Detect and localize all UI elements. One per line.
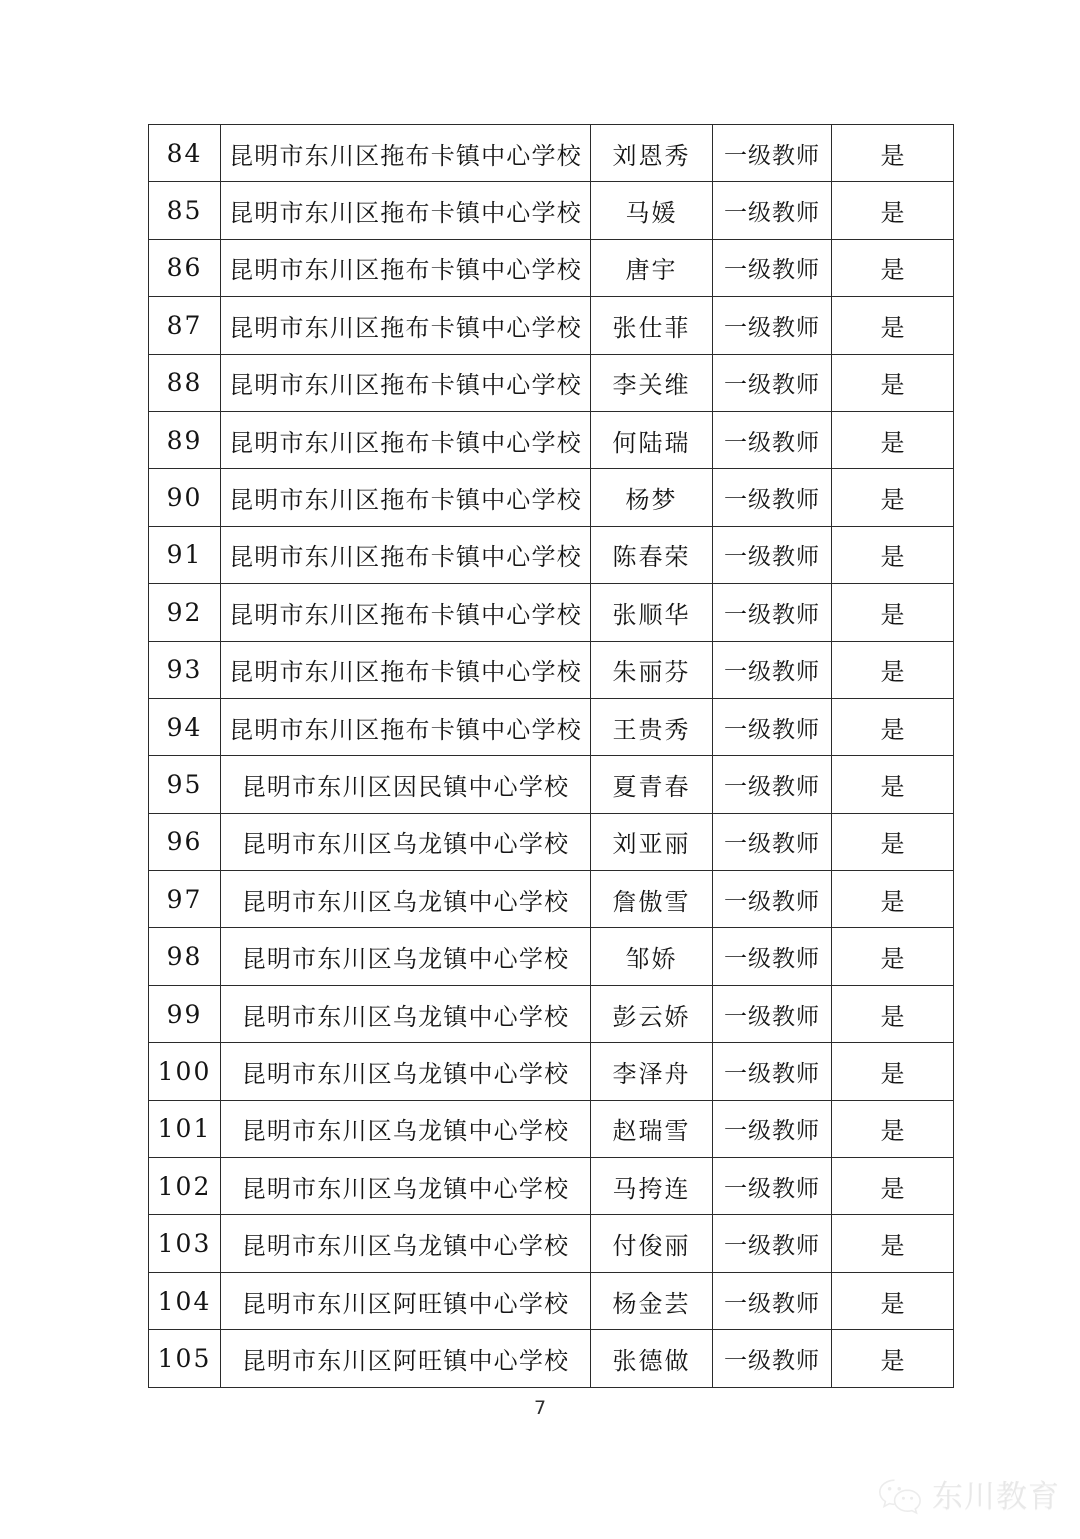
row-name-cell: 赵瑞雪 [591,1100,713,1157]
row-flag-cell: 是 [832,813,954,870]
row-name-cell: 詹傲雪 [591,871,713,928]
row-index-cell: 88 [149,354,221,411]
table-row [149,526,954,583]
table-row [149,239,954,296]
row-index-cell: 102 [149,1158,221,1215]
row-flag-cell: 是 [832,641,954,698]
watermark-text: 东川教育 [932,1478,1060,1515]
row-name-cell: 杨金芸 [591,1272,713,1329]
table-row [149,411,954,468]
table-row [149,1043,954,1100]
row-title-cell: 一级教师 [713,1272,832,1329]
row-flag-cell: 是 [832,928,954,985]
row-flag-cell: 是 [832,182,954,239]
row-school-cell: 昆明市东川区乌龙镇中心学校 [221,1043,591,1100]
row-title-cell: 一级教师 [713,985,832,1042]
row-title-cell: 一级教师 [713,584,832,641]
row-flag-cell: 是 [832,526,954,583]
wechat-icon [877,1477,923,1517]
table-row [149,125,954,182]
row-school-cell: 昆明市东川区拖布卡镇中心学校 [221,411,591,468]
row-school-cell: 昆明市东川区拖布卡镇中心学校 [221,469,591,526]
row-school-cell: 昆明市东川区乌龙镇中心学校 [221,985,591,1042]
row-flag-cell: 是 [832,239,954,296]
row-school-cell: 昆明市东川区乌龙镇中心学校 [221,813,591,870]
row-index-cell: 100 [149,1043,221,1100]
row-index-cell: 85 [149,182,221,239]
row-school-cell: 昆明市东川区乌龙镇中心学校 [221,1100,591,1157]
row-flag-cell: 是 [832,871,954,928]
table-row [149,641,954,698]
row-name-cell: 张德做 [591,1330,713,1387]
row-school-cell: 昆明市东川区乌龙镇中心学校 [221,1158,591,1215]
row-flag-cell: 是 [832,1272,954,1329]
row-index-cell: 96 [149,813,221,870]
row-flag-cell: 是 [832,411,954,468]
table-row [149,584,954,641]
row-school-cell: 昆明市东川区拖布卡镇中心学校 [221,297,591,354]
row-title-cell: 一级教师 [713,1100,832,1157]
row-flag-cell: 是 [832,354,954,411]
row-index-cell: 94 [149,698,221,755]
row-index-cell: 89 [149,411,221,468]
row-flag-cell: 是 [832,469,954,526]
row-school-cell: 昆明市东川区拖布卡镇中心学校 [221,698,591,755]
row-title-cell: 一级教师 [713,1330,832,1387]
table-row [149,182,954,239]
row-title-cell: 一级教师 [713,928,832,985]
roster-table-body [149,125,954,1388]
row-index-cell: 87 [149,297,221,354]
row-flag-cell: 是 [832,1158,954,1215]
teacher-roster-table [148,124,954,1388]
row-name-cell: 李关维 [591,354,713,411]
row-school-cell: 昆明市东川区拖布卡镇中心学校 [221,239,591,296]
row-title-cell: 一级教师 [713,641,832,698]
row-name-cell: 马挎连 [591,1158,713,1215]
row-flag-cell: 是 [832,1330,954,1387]
row-name-cell: 彭云娇 [591,985,713,1042]
row-title-cell: 一级教师 [713,756,832,813]
row-index-cell: 101 [149,1100,221,1157]
table-row [149,871,954,928]
row-title-cell: 一级教师 [713,1215,832,1272]
row-flag-cell: 是 [832,125,954,182]
row-school-cell: 昆明市东川区拖布卡镇中心学校 [221,641,591,698]
table-row [149,813,954,870]
row-index-cell: 103 [149,1215,221,1272]
row-school-cell: 昆明市东川区乌龙镇中心学校 [221,928,591,985]
row-name-cell: 付俊丽 [591,1215,713,1272]
row-title-cell: 一级教师 [713,1043,832,1100]
table-row [149,469,954,526]
row-name-cell: 杨梦 [591,469,713,526]
row-title-cell: 一级教师 [713,297,832,354]
row-title-cell: 一级教师 [713,871,832,928]
row-flag-cell: 是 [832,584,954,641]
row-index-cell: 91 [149,526,221,583]
row-index-cell: 98 [149,928,221,985]
row-name-cell: 邹娇 [591,928,713,985]
row-flag-cell: 是 [832,1100,954,1157]
row-name-cell: 陈春荣 [591,526,713,583]
table-row [149,698,954,755]
row-title-cell: 一级教师 [713,469,832,526]
row-index-cell: 92 [149,584,221,641]
row-index-cell: 90 [149,469,221,526]
row-title-cell: 一级教师 [713,526,832,583]
row-school-cell: 昆明市东川区乌龙镇中心学校 [221,1215,591,1272]
row-index-cell: 105 [149,1330,221,1387]
row-school-cell: 昆明市东川区拖布卡镇中心学校 [221,584,591,641]
row-flag-cell: 是 [832,297,954,354]
watermark [877,1477,1060,1517]
row-flag-cell: 是 [832,1215,954,1272]
row-name-cell: 王贵秀 [591,698,713,755]
page-number: 7 [533,1397,547,1419]
table-row [149,756,954,813]
row-name-cell: 李泽舟 [591,1043,713,1100]
row-index-cell: 104 [149,1272,221,1329]
row-flag-cell: 是 [832,756,954,813]
table-row [149,297,954,354]
row-name-cell: 刘亚丽 [591,813,713,870]
row-name-cell: 朱丽芬 [591,641,713,698]
row-title-cell: 一级教师 [713,354,832,411]
row-name-cell: 刘恩秀 [591,125,713,182]
table-row [149,1215,954,1272]
row-index-cell: 97 [149,871,221,928]
row-school-cell: 昆明市东川区阿旺镇中心学校 [221,1330,591,1387]
row-flag-cell: 是 [832,698,954,755]
row-index-cell: 93 [149,641,221,698]
row-title-cell: 一级教师 [713,411,832,468]
row-index-cell: 99 [149,985,221,1042]
row-title-cell: 一级教师 [713,239,832,296]
row-name-cell: 张顺华 [591,584,713,641]
table-row [149,1100,954,1157]
row-name-cell: 何陆瑞 [591,411,713,468]
row-title-cell: 一级教师 [713,813,832,870]
row-name-cell: 马媛 [591,182,713,239]
row-school-cell: 昆明市东川区阿旺镇中心学校 [221,1272,591,1329]
table-row [149,1330,954,1387]
row-flag-cell: 是 [832,1043,954,1100]
row-index-cell: 84 [149,125,221,182]
row-school-cell: 昆明市东川区乌龙镇中心学校 [221,871,591,928]
row-school-cell: 昆明市东川区拖布卡镇中心学校 [221,182,591,239]
table-row [149,354,954,411]
row-name-cell: 夏青春 [591,756,713,813]
row-title-cell: 一级教师 [713,125,832,182]
row-school-cell: 昆明市东川区拖布卡镇中心学校 [221,354,591,411]
table-row [149,1272,954,1329]
row-index-cell: 86 [149,239,221,296]
row-title-cell: 一级教师 [713,1158,832,1215]
row-school-cell: 昆明市东川区因民镇中心学校 [221,756,591,813]
row-school-cell: 昆明市东川区拖布卡镇中心学校 [221,526,591,583]
table-row [149,985,954,1042]
table-row [149,928,954,985]
row-title-cell: 一级教师 [713,182,832,239]
row-school-cell: 昆明市东川区拖布卡镇中心学校 [221,125,591,182]
table-row [149,1158,954,1215]
row-title-cell: 一级教师 [713,698,832,755]
row-name-cell: 张仕菲 [591,297,713,354]
row-index-cell: 95 [149,756,221,813]
row-name-cell: 唐宇 [591,239,713,296]
row-flag-cell: 是 [832,985,954,1042]
